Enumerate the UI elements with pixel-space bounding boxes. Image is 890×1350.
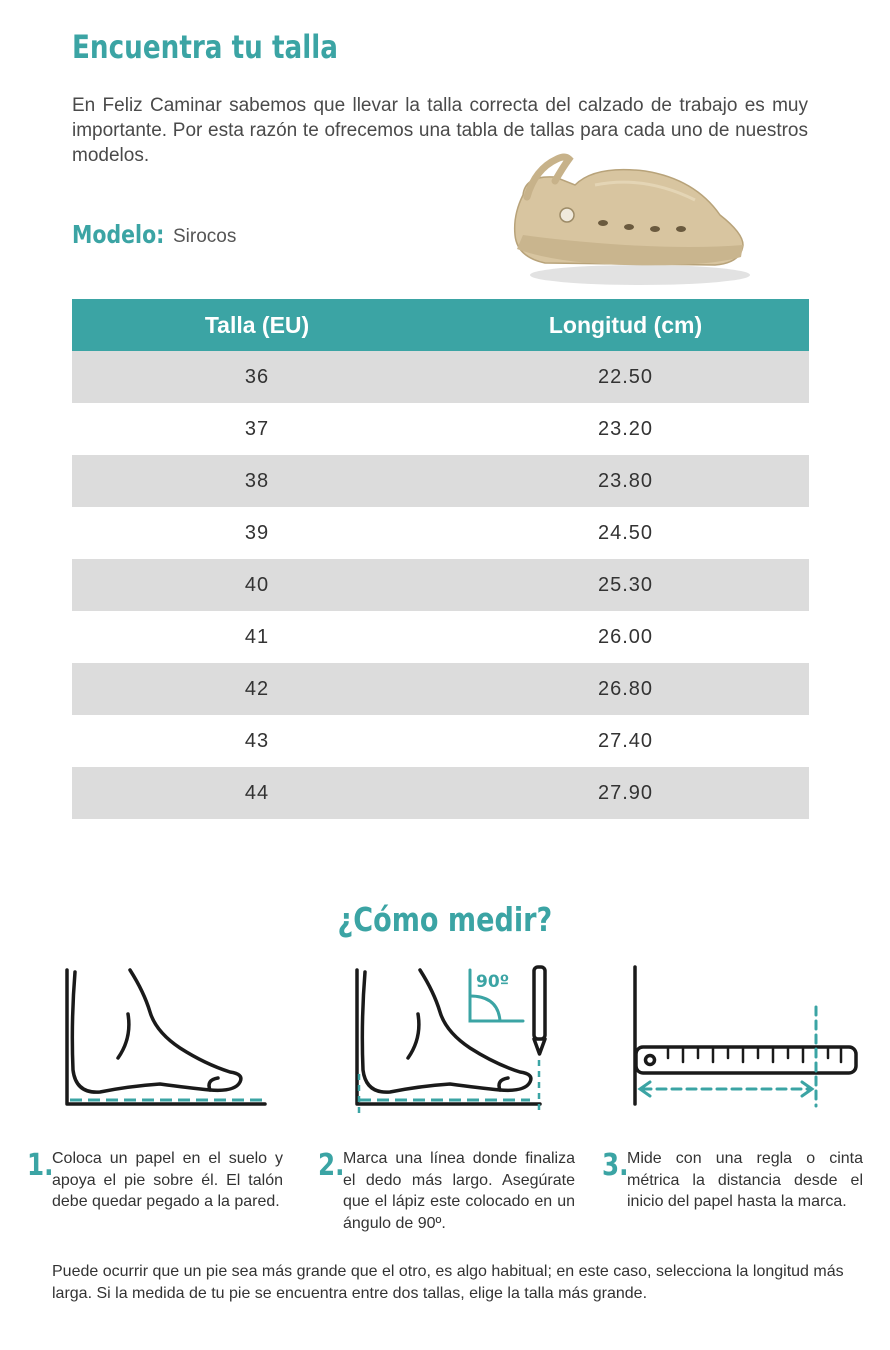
size-cell: 39 [244,521,270,544]
table-row [72,455,809,507]
size-cell: 42 [72,663,442,715]
step-text: Mide con una regla o cinta métrica la distancia desde el inicio del papel hasta la marca. [627,1150,863,1210]
step-number: 2. [318,1148,345,1183]
table-row [72,351,809,403]
length-cell: 26.80 [442,663,809,715]
length-cell: 25.30 [442,559,809,611]
length-cell: 24.50 [597,521,654,544]
step-number: 1. [27,1148,54,1183]
length-cell: 27.40 [597,729,654,752]
model-line [72,220,237,249]
table-header-row [72,299,809,351]
how-to-measure-title [0,900,890,939]
step-text: Marca una línea donde finaliza el dedo más largo. Asegúrate que el lápiz este colocado en un ángulo de 90º. [343,1150,575,1232]
length-cell: 27.90 [442,767,809,819]
table-row [72,663,809,715]
size-cell: 44 [72,767,442,819]
size-table [72,299,809,819]
column-header-size: Talla (EU) [72,299,442,351]
column-header-length: Longitud (cm) [442,299,809,351]
foot-on-paper-icon [60,962,275,1112]
size-cell: 43 [244,729,270,752]
angle-label: 90º [476,972,510,992]
intro-text: En Feliz Caminar sabemos que llevar la talla correcta del calzado de trabajo es muy importante. Por esta razón te ofrecemos una tabla de tallas para cada uno de nuestros modelos. [72,95,808,166]
table-row [72,507,809,559]
step-number: 3. [602,1148,629,1183]
size-cell: 41 [244,625,270,648]
page-title: Encuentra tu talla [72,28,338,66]
length-cell: 23.80 [442,455,809,507]
footnote: Puede ocurrir que un pie sea más grande que el otro, es algo habitual; en este caso, selecciona la longitud más larga. Si la medida de tu pie se encuentra entre dos tallas, elige la talla más grande. [52,1263,844,1302]
length-cell: 23.20 [597,417,654,440]
size-cell: 38 [72,455,442,507]
length-cell: 22.50 [442,351,809,403]
size-cell: 36 [72,351,442,403]
size-cell: 37 [244,417,270,440]
length-cell: 26.00 [597,625,654,648]
clog-shoe-image [505,145,760,295]
table-row [72,611,809,663]
ruler-measure-icon [628,962,863,1112]
model-label: Modelo: [72,220,165,249]
how-to-measure-title-text: ¿Cómo medir? [337,900,553,939]
table-row [72,403,809,455]
table-row [72,767,809,819]
size-cell: 40 [72,559,442,611]
table-row [72,559,809,611]
table-row [72,715,809,767]
model-value: Sirocos [173,226,237,247]
step-text: Coloca un papel en el suelo y apoya el pie sobre él. El talón debe quedar pegado a la pared. [52,1150,283,1210]
pencil-mark-icon [350,962,560,1117]
